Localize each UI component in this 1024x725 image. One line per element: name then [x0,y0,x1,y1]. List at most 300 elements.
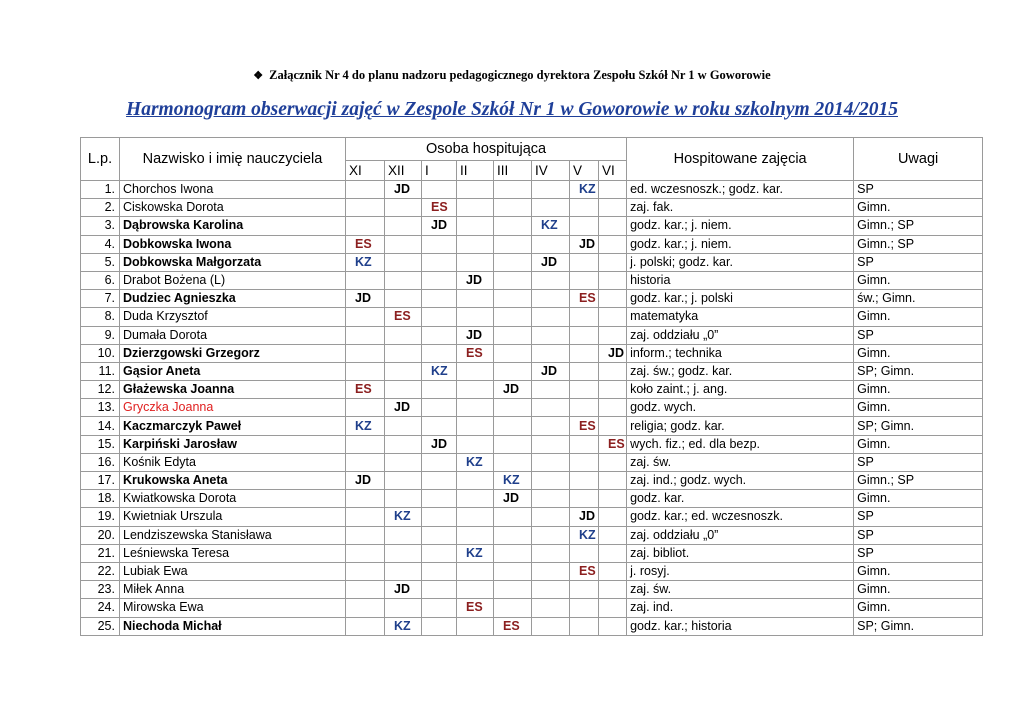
observer-cell-ii [457,290,494,308]
table-row [81,181,983,199]
observer-cell-xii [385,199,422,217]
table-row [81,308,983,326]
row-notes: św.; Gimn. [854,290,983,308]
observer-cell-xii [385,271,422,289]
observer-cell-vi: JD [599,344,627,362]
row-notes: Gimn. [854,344,983,362]
observer-cell-v: ES [570,562,599,580]
table-row [81,290,983,308]
observer-cell-iv [532,290,570,308]
row-notes: SP; Gimn. [854,362,983,380]
table-row [81,581,983,599]
row-number: 22. [81,562,120,580]
observer-cell-i [422,544,457,562]
observed-subjects: matematyka [627,308,854,326]
observer-cell-xi [346,308,385,326]
observer-cell-v [570,472,599,490]
observer-cell-xi [346,581,385,599]
document-title: Harmonogram obserwacji zajęć w Zespole Szkół Nr 1 w Goworowie w roku szkolnym 2014/2015 [126,99,898,120]
teacher-name: Niechoda Michał [120,617,346,635]
row-notes: SP [854,253,983,271]
table-row [81,344,983,362]
observer-cell-v: KZ [570,181,599,199]
observer-cell-xi: KZ [346,253,385,271]
observer-cell-ii [457,508,494,526]
observer-cell-xi [346,326,385,344]
observed-subjects: zaj. fak. [627,199,854,217]
observer-cell-iv [532,181,570,199]
teacher-name: Dzierzgowski Grzegorz [120,344,346,362]
row-number: 10. [81,344,120,362]
row-number: 25. [81,617,120,635]
row-notes: SP [854,326,983,344]
table-row [81,381,983,399]
observer-cell-iii [494,581,532,599]
header-month-v: V [570,161,599,181]
observer-cell-iii [494,453,532,471]
observer-cell-xi: JD [346,472,385,490]
observer-cell-i: KZ [422,362,457,380]
header-notes: Uwagi [854,138,983,181]
teacher-name: Kwietniak Urszula [120,508,346,526]
row-notes: SP [854,508,983,526]
row-number: 3. [81,217,120,235]
observed-subjects: godz. kar.; j. polski [627,290,854,308]
observer-cell-i [422,326,457,344]
observer-cell-xii [385,453,422,471]
observer-cell-v [570,199,599,217]
observer-cell-ii: JD [457,271,494,289]
observer-cell-xii [385,381,422,399]
observer-cell-iv [532,235,570,253]
table-row [81,326,983,344]
header-month-vi: VI [599,161,627,181]
observer-cell-vi [599,326,627,344]
observed-subjects: zaj. ind. [627,599,854,617]
table-row [81,362,983,380]
header-subjects: Hospitowane zajęcia [627,138,854,181]
teacher-name: Lubiak Ewa [120,562,346,580]
observer-cell-xii [385,435,422,453]
teacher-name: Dąbrowska Karolina [120,217,346,235]
teacher-name: Dumała Dorota [120,326,346,344]
row-number: 21. [81,544,120,562]
teacher-name: Duda Krzysztof [120,308,346,326]
row-notes: Gimn. [854,199,983,217]
observer-cell-xi [346,562,385,580]
observer-cell-iv [532,562,570,580]
observer-cell-vi [599,599,627,617]
observer-cell-i [422,235,457,253]
observer-cell-iv [532,472,570,490]
observer-cell-iv [532,417,570,435]
observer-cell-iv: JD [532,253,570,271]
table-row [81,508,983,526]
observed-subjects: religia; godz. kar. [627,417,854,435]
observer-cell-iv [532,599,570,617]
observer-cell-iii [494,508,532,526]
observer-cell-vi [599,217,627,235]
observer-cell-xii [385,362,422,380]
observer-cell-iii [494,217,532,235]
row-notes: Gimn. [854,381,983,399]
observer-cell-vi [599,508,627,526]
row-number: 1. [81,181,120,199]
observer-cell-i [422,490,457,508]
table-row [81,599,983,617]
teacher-name: Dudziec Agnieszka [120,290,346,308]
observer-cell-vi [599,453,627,471]
observer-cell-iv [532,617,570,635]
observer-cell-xi [346,344,385,362]
observer-cell-ii [457,417,494,435]
observer-cell-iii: ES [494,617,532,635]
schedule-table [80,137,983,636]
observer-cell-ii [457,362,494,380]
observer-cell-xi [346,271,385,289]
observed-subjects: godz. wych. [627,399,854,417]
observer-cell-i [422,453,457,471]
observer-cell-i [422,399,457,417]
observer-cell-xii [385,253,422,271]
observer-cell-iii [494,544,532,562]
teacher-name: Drabot Bożena (L) [120,271,346,289]
header-month-xii: XII [385,161,422,181]
row-number: 19. [81,508,120,526]
observed-subjects: zaj. bibliot. [627,544,854,562]
header-name: Nazwisko i imię nauczyciela [120,138,346,181]
observer-cell-ii [457,490,494,508]
teacher-name: Kośnik Edyta [120,453,346,471]
observer-cell-iii: KZ [494,472,532,490]
observer-cell-ii [457,435,494,453]
observer-cell-iii [494,326,532,344]
observer-cell-ii [457,617,494,635]
teacher-name: Dobkowska Małgorzata [120,253,346,271]
row-notes: Gimn. [854,581,983,599]
observer-cell-v [570,344,599,362]
observer-cell-vi [599,399,627,417]
teacher-name: Krukowska Aneta [120,472,346,490]
row-number: 13. [81,399,120,417]
observer-cell-xi [346,399,385,417]
observer-cell-i [422,381,457,399]
observer-cell-iii [494,290,532,308]
observer-cell-iv [532,399,570,417]
observer-cell-v: JD [570,235,599,253]
row-number: 5. [81,253,120,271]
observer-cell-v [570,435,599,453]
observer-cell-i [422,253,457,271]
observer-cell-ii [457,235,494,253]
row-notes: Gimn. [854,399,983,417]
observed-subjects: zaj. ind.; godz. wych. [627,472,854,490]
observer-cell-ii: ES [457,344,494,362]
observer-cell-vi [599,235,627,253]
observer-cell-xi [346,199,385,217]
observer-cell-ii: KZ [457,544,494,562]
observer-cell-xi [346,453,385,471]
attachment-note [0,68,1024,83]
row-number: 8. [81,308,120,326]
teacher-name: Kaczmarczyk Paweł [120,417,346,435]
observer-cell-ii [457,308,494,326]
observed-subjects: zaj. św. [627,453,854,471]
observer-cell-vi [599,472,627,490]
observer-cell-xii [385,290,422,308]
observer-cell-vi [599,362,627,380]
observer-cell-iii [494,308,532,326]
observer-cell-ii [457,526,494,544]
observer-cell-iii [494,599,532,617]
observer-cell-ii [457,399,494,417]
teacher-name: Kwiatkowska Dorota [120,490,346,508]
observer-cell-iii [494,435,532,453]
observer-cell-xi: JD [346,290,385,308]
row-notes: SP [854,526,983,544]
observer-cell-iv [532,508,570,526]
row-number: 7. [81,290,120,308]
row-notes: SP [854,181,983,199]
observer-cell-ii [457,562,494,580]
observer-cell-iv [532,344,570,362]
row-number: 20. [81,526,120,544]
row-notes: SP [854,453,983,471]
observer-cell-xi [346,599,385,617]
observer-cell-iv: KZ [532,217,570,235]
observer-cell-vi [599,417,627,435]
row-notes: Gimn. [854,599,983,617]
observed-subjects: j. rosyj. [627,562,854,580]
observer-cell-vi [599,308,627,326]
observer-cell-vi [599,271,627,289]
observed-subjects: zaj. św. [627,581,854,599]
row-number: 15. [81,435,120,453]
table-row [81,399,983,417]
teacher-name: Dobkowska Iwona [120,235,346,253]
observer-cell-i [422,599,457,617]
observer-cell-vi [599,199,627,217]
row-notes: Gimn. [854,308,983,326]
observed-subjects: zaj. oddziału „0” [627,326,854,344]
observer-cell-xi [346,435,385,453]
header-month-i: I [422,161,457,181]
observer-cell-iii [494,344,532,362]
observer-cell-v [570,399,599,417]
observer-cell-xii [385,326,422,344]
observer-cell-v [570,253,599,271]
row-number: 12. [81,381,120,399]
observer-cell-xii [385,472,422,490]
row-number: 24. [81,599,120,617]
observer-cell-xii: KZ [385,617,422,635]
observer-cell-xii [385,490,422,508]
observer-cell-iii [494,417,532,435]
observer-cell-v [570,599,599,617]
observer-cell-ii [457,199,494,217]
observer-cell-i [422,308,457,326]
teacher-name: Mirowska Ewa [120,599,346,617]
observer-cell-iii [494,399,532,417]
observed-subjects: godz. kar. [627,490,854,508]
observer-cell-i [422,562,457,580]
observer-cell-iv [532,453,570,471]
teacher-name: Gryczka Joanna [120,399,346,417]
header-month-xi: XI [346,161,385,181]
observer-cell-iii [494,526,532,544]
row-notes: Gimn. [854,435,983,453]
observer-cell-v [570,326,599,344]
observer-cell-iv [532,326,570,344]
row-notes: Gimn. [854,490,983,508]
observer-cell-vi [599,290,627,308]
teacher-name: Miłek Anna [120,581,346,599]
observer-cell-iv [532,581,570,599]
observer-cell-v [570,217,599,235]
observer-cell-vi [599,253,627,271]
table-row [81,199,983,217]
observer-cell-xi [346,508,385,526]
observer-cell-xii [385,235,422,253]
observer-cell-v [570,453,599,471]
teacher-name: Gąsior Aneta [120,362,346,380]
observer-cell-i [422,417,457,435]
observer-cell-xii [385,344,422,362]
header-month-iv: IV [532,161,570,181]
observer-cell-v [570,308,599,326]
table-row [81,562,983,580]
row-number: 23. [81,581,120,599]
observed-subjects: zaj. św.; godz. kar. [627,362,854,380]
observer-cell-v [570,490,599,508]
observer-cell-vi [599,617,627,635]
observer-cell-xi [346,362,385,380]
table-row [81,271,983,289]
row-notes: Gimn.; SP [854,217,983,235]
observed-subjects: godz. kar.; historia [627,617,854,635]
header-month-iii: III [494,161,532,181]
observer-cell-iv [532,526,570,544]
observer-cell-xii: ES [385,308,422,326]
observer-cell-xii [385,217,422,235]
table-row [81,453,983,471]
observer-cell-xii: JD [385,581,422,599]
teacher-name: Lendziszewska Stanisława [120,526,346,544]
row-number: 16. [81,453,120,471]
observed-subjects: godz. kar.; j. niem. [627,217,854,235]
observer-cell-iii [494,362,532,380]
observer-cell-i [422,581,457,599]
observer-cell-i [422,290,457,308]
observer-cell-xi: ES [346,381,385,399]
observer-cell-xii [385,599,422,617]
table-row [81,526,983,544]
observer-cell-iii [494,562,532,580]
table-row [81,235,983,253]
observed-subjects: wych. fiz.; ed. dla bezp. [627,435,854,453]
teacher-name: Leśniewska Teresa [120,544,346,562]
row-number: 18. [81,490,120,508]
observer-cell-v: ES [570,417,599,435]
table-row [81,417,983,435]
observer-cell-ii: ES [457,599,494,617]
observer-cell-ii [457,472,494,490]
observer-cell-i: JD [422,435,457,453]
observer-cell-vi [599,490,627,508]
teacher-name: Karpiński Jarosław [120,435,346,453]
observer-cell-iv [532,271,570,289]
table-row [81,544,983,562]
table-row [81,435,983,453]
teacher-name: Głażewska Joanna [120,381,346,399]
observer-cell-iii [494,181,532,199]
observer-cell-iv [532,490,570,508]
observer-cell-vi [599,381,627,399]
observer-cell-v [570,581,599,599]
observer-cell-xi [346,490,385,508]
observer-cell-iii: JD [494,381,532,399]
observer-cell-xi [346,617,385,635]
row-notes: SP [854,544,983,562]
observer-cell-vi [599,581,627,599]
observer-cell-i: ES [422,199,457,217]
observer-cell-ii [457,253,494,271]
row-notes: SP; Gimn. [854,417,983,435]
observer-cell-xi [346,526,385,544]
observer-cell-iii [494,199,532,217]
observer-cell-i [422,271,457,289]
observer-cell-ii [457,217,494,235]
observer-cell-i [422,344,457,362]
observer-cell-ii [457,181,494,199]
observer-cell-xi: KZ [346,417,385,435]
observer-cell-i: JD [422,217,457,235]
observed-subjects: godz. kar.; ed. wczesnoszk. [627,508,854,526]
observer-cell-iv [532,199,570,217]
table-row [81,217,983,235]
row-notes: Gimn.; SP [854,235,983,253]
observer-cell-v: JD [570,508,599,526]
row-notes: Gimn.; SP [854,472,983,490]
observer-cell-iii [494,235,532,253]
teacher-name: Ciskowska Dorota [120,199,346,217]
observer-cell-xi [346,181,385,199]
observed-subjects: j. polski; godz. kar. [627,253,854,271]
table-row [81,617,983,635]
observer-cell-ii [457,381,494,399]
observer-cell-iv [532,435,570,453]
observer-cell-v [570,362,599,380]
row-notes: SP; Gimn. [854,617,983,635]
observer-cell-ii [457,581,494,599]
observed-subjects: koło zaint.; j. ang. [627,381,854,399]
observer-cell-v [570,381,599,399]
observer-cell-v [570,271,599,289]
header-lp: L.p. [81,138,120,181]
observer-cell-iii [494,253,532,271]
observer-cell-xi [346,217,385,235]
row-notes: Gimn. [854,271,983,289]
observer-cell-xi: ES [346,235,385,253]
table-row [81,253,983,271]
observed-subjects: ed. wczesnoszk.; godz. kar. [627,181,854,199]
row-number: 17. [81,472,120,490]
observer-cell-iv [532,381,570,399]
observer-cell-vi: ES [599,435,627,453]
observer-cell-xii [385,526,422,544]
row-number: 4. [81,235,120,253]
observer-cell-i [422,472,457,490]
